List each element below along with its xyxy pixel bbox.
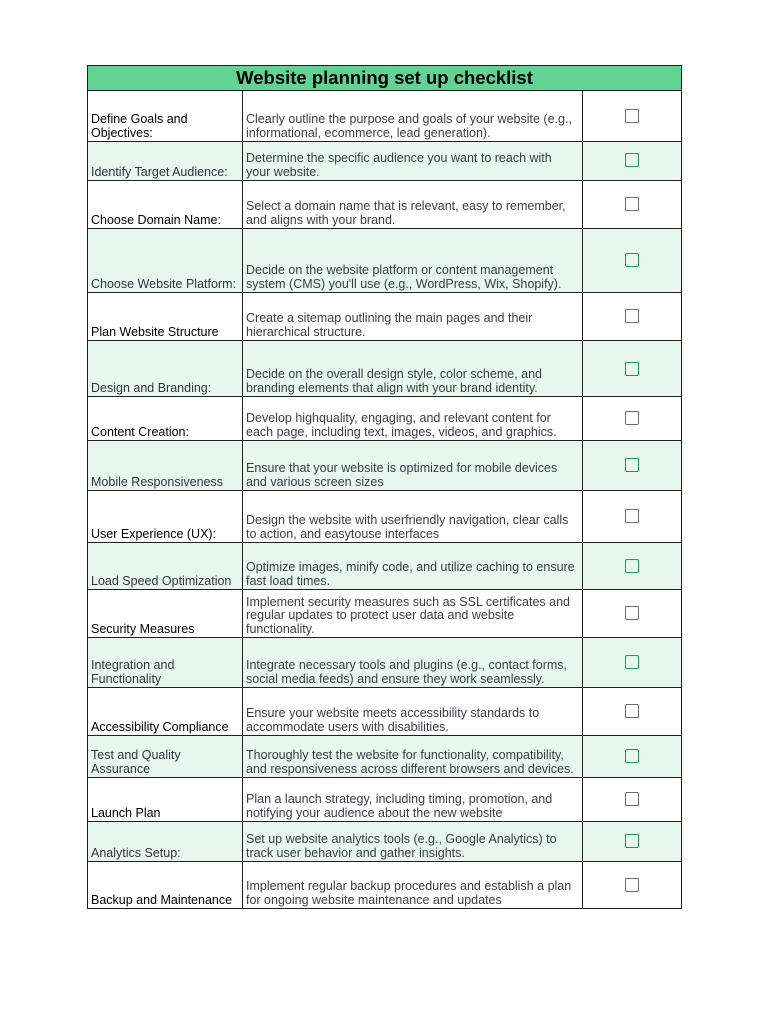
item-checkbox[interactable] — [625, 458, 639, 472]
item-checkbox[interactable] — [625, 253, 639, 267]
item-description: Ensure your website meets accessibility standards to accommodate users with disabilities. — [243, 688, 583, 736]
item-description: Implement security measures such as SSL certificates and regular updates to protect user data and website functionality. — [243, 590, 583, 638]
item-name: Analytics Setup: — [88, 822, 243, 862]
item-check-cell — [583, 822, 682, 862]
item-check-cell — [583, 142, 682, 181]
item-description: Set up website analytics tools (e.g., Google Analytics) to track user behavior and gather insights. — [243, 822, 583, 862]
checklist-title: Website planning set up checklist — [88, 66, 682, 91]
item-description: Decide on the overall design style, color scheme, and branding elements that align with your brand identity. — [243, 341, 583, 397]
item-name: Security Measures — [88, 590, 243, 638]
item-checkbox[interactable] — [625, 559, 639, 573]
item-check-cell — [583, 229, 682, 293]
item-checkbox[interactable] — [625, 362, 639, 376]
item-check-cell — [583, 862, 682, 909]
checklist-row — [88, 142, 682, 181]
item-check-cell — [583, 590, 682, 638]
item-checkbox[interactable] — [625, 878, 639, 892]
item-checkbox[interactable] — [625, 834, 639, 848]
item-name: Load Speed Optimization — [88, 543, 243, 590]
item-check-cell — [583, 397, 682, 441]
checklist-row — [88, 229, 682, 293]
item-description: Design the website with userfriendly navigation, clear calls to action, and easytouse interfaces — [243, 491, 583, 543]
item-name: Choose Domain Name: — [88, 181, 243, 229]
checklist-row — [88, 543, 682, 590]
item-name: Backup and Maintenance — [88, 862, 243, 909]
checklist-row — [88, 341, 682, 397]
item-check-cell — [583, 778, 682, 822]
checklist-row — [88, 778, 682, 822]
item-name: Identify Target Audience: — [88, 142, 243, 181]
checklist-row — [88, 736, 682, 778]
item-description: Develop highquality, engaging, and relevant content for each page, including text, images, videos, and graphics. — [243, 397, 583, 441]
item-description: Clearly outline the purpose and goals of your website (e.g., informational, ecommerce, lead generation). — [243, 91, 583, 142]
checklist-row — [88, 822, 682, 862]
checklist-row — [88, 688, 682, 736]
checklist-row — [88, 862, 682, 909]
item-name: Test and Quality Assurance — [88, 736, 243, 778]
item-name: Accessibility Compliance — [88, 688, 243, 736]
item-check-cell — [583, 341, 682, 397]
item-name: Define Goals and Objectives: — [88, 91, 243, 142]
checklist-row — [88, 181, 682, 229]
item-checkbox[interactable] — [625, 309, 639, 323]
item-description: Optimize images, minify code, and utilize caching to ensure fast load times. — [243, 543, 583, 590]
item-name: Choose Website Platform: — [88, 229, 243, 293]
item-description: Decide on the website platform or content management system (CMS) you'll use (e.g., WordPress, Wix, Shopify). — [243, 229, 583, 293]
checklist-row — [88, 397, 682, 441]
checklist-row — [88, 91, 682, 142]
item-description: Thoroughly test the website for functionality, compatibility, and responsiveness across different browsers and devices. — [243, 736, 583, 778]
item-name: Design and Branding: — [88, 341, 243, 397]
item-checkbox[interactable] — [625, 792, 639, 806]
item-check-cell — [583, 543, 682, 590]
item-description: Select a domain name that is relevant, easy to remember, and aligns with your brand. — [243, 181, 583, 229]
item-checkbox[interactable] — [625, 655, 639, 669]
item-checkbox[interactable] — [625, 109, 639, 123]
item-check-cell — [583, 736, 682, 778]
item-checkbox[interactable] — [625, 749, 639, 763]
checklist-row — [88, 590, 682, 638]
item-checkbox[interactable] — [625, 197, 639, 211]
item-check-cell — [583, 688, 682, 736]
checklist-row — [88, 491, 682, 543]
item-checkbox[interactable] — [625, 509, 639, 523]
item-checkbox[interactable] — [625, 153, 639, 167]
item-name: Integration and Functionality — [88, 638, 243, 688]
item-name: Launch Plan — [88, 778, 243, 822]
item-description: Ensure that your website is optimized for mobile devices and various screen sizes — [243, 441, 583, 491]
item-name: Plan Website Structure — [88, 293, 243, 341]
item-check-cell — [583, 638, 682, 688]
item-description: Create a sitemap outlining the main pages and their hierarchical structure. — [243, 293, 583, 341]
item-description: Determine the specific audience you want to reach with your website. — [243, 142, 583, 181]
item-name: User Experience (UX): — [88, 491, 243, 543]
item-description: Plan a launch strategy, including timing, promotion, and notifying your audience about the new website — [243, 778, 583, 822]
item-check-cell — [583, 181, 682, 229]
checklist-table — [87, 65, 682, 909]
item-checkbox[interactable] — [625, 411, 639, 425]
title-row — [88, 66, 682, 91]
checklist-row — [88, 293, 682, 341]
item-checkbox[interactable] — [625, 606, 639, 620]
item-check-cell — [583, 441, 682, 491]
item-checkbox[interactable] — [625, 704, 639, 718]
item-check-cell — [583, 293, 682, 341]
item-check-cell — [583, 491, 682, 543]
item-check-cell — [583, 91, 682, 142]
item-description: Integrate necessary tools and plugins (e.g., contact forms, social media feeds) and ensure they work seamlessly. — [243, 638, 583, 688]
checklist-row — [88, 441, 682, 491]
item-description: Implement regular backup procedures and establish a plan for ongoing website maintenance and updates — [243, 862, 583, 909]
checklist-row — [88, 638, 682, 688]
item-name: Mobile Responsiveness — [88, 441, 243, 491]
item-name: Content Creation: — [88, 397, 243, 441]
checklist-body — [88, 66, 682, 909]
